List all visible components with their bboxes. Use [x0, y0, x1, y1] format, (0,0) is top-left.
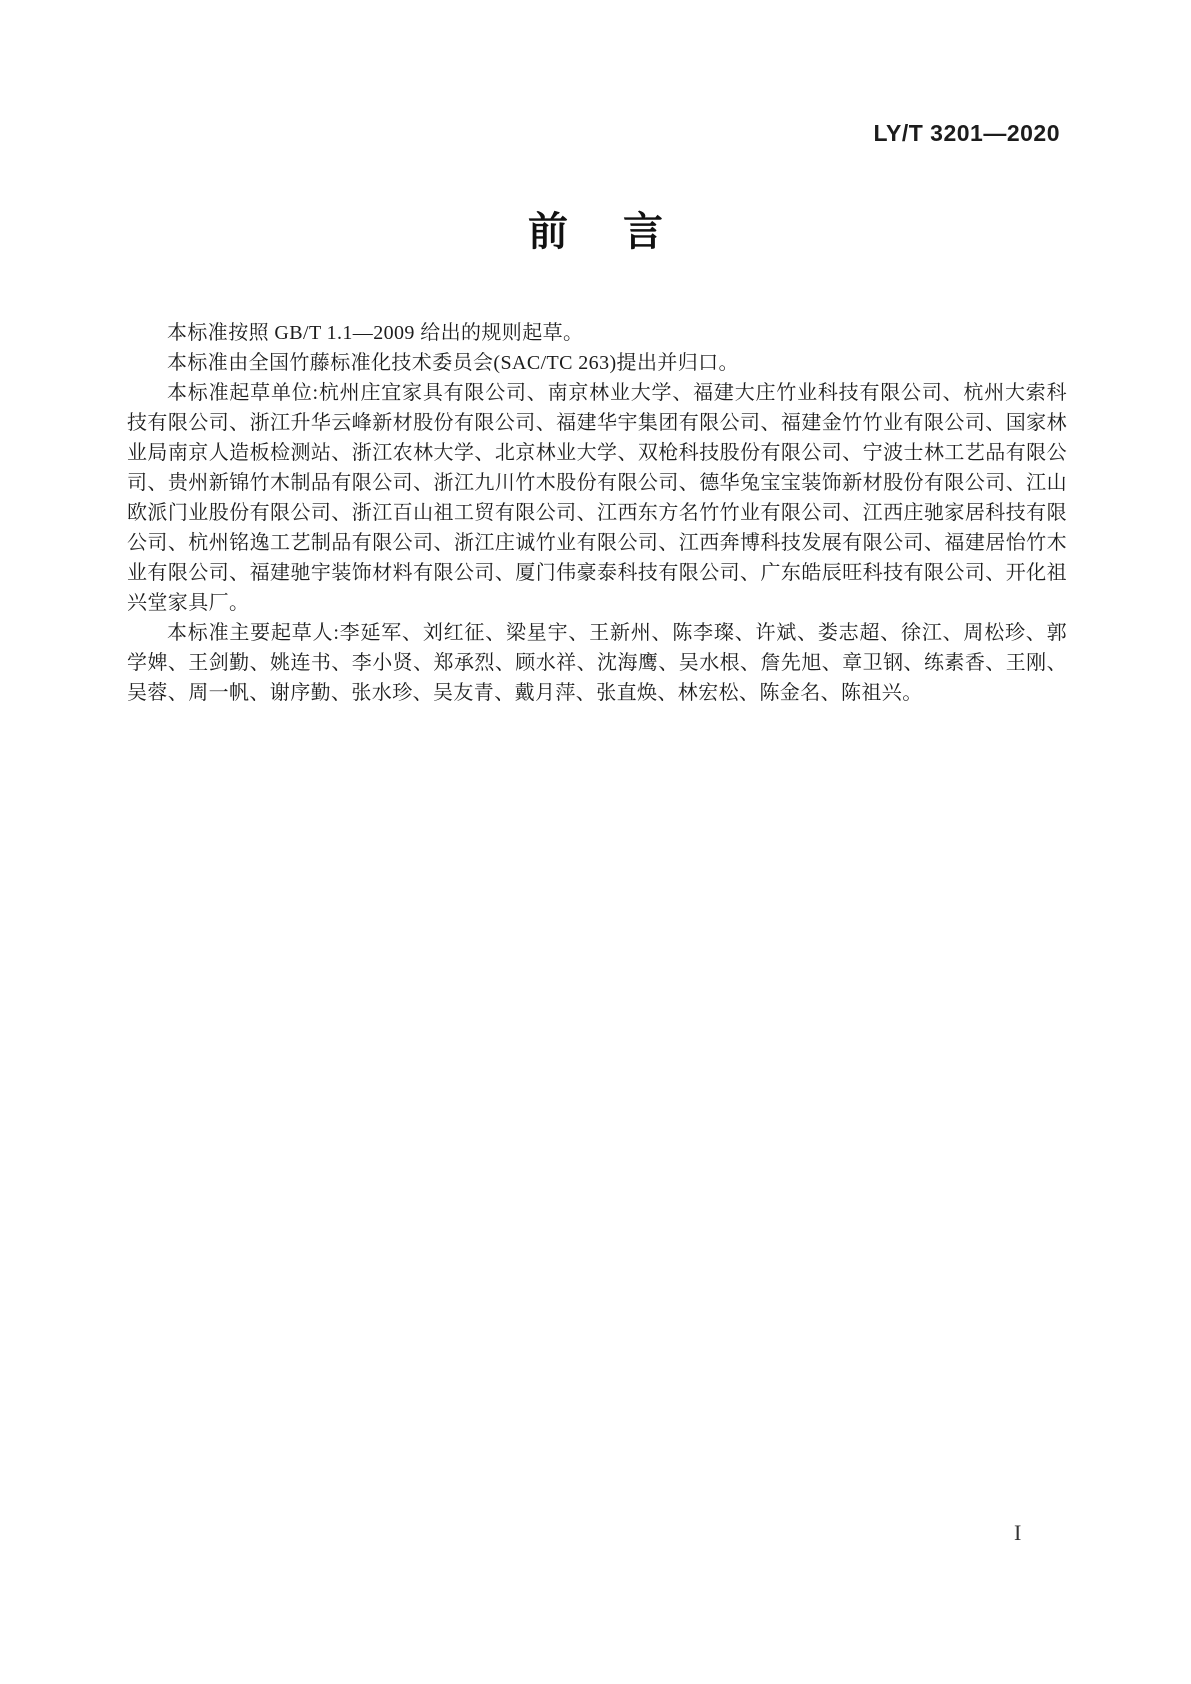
page-title — [0, 200, 1191, 257]
foreword-body — [127, 318, 1067, 708]
page-number: I — [1014, 1520, 1022, 1545]
paragraph-drafting-rules: 本标准按照 GB/T 1.1—2009 给出的规则起草。 — [167, 322, 584, 344]
page-title-char-2: 言 — [623, 210, 663, 254]
standard-code-header: LY/T 3201—2020 — [873, 120, 1060, 146]
page-title-char-1: 前 — [528, 210, 568, 254]
paragraph-drafting-organizations: 本标准起草单位:杭州庄宜家具有限公司、南京林业大学、福建大庄竹业科技有限公司、杭州大索科技有限公司、浙江升华云峰新材股份有限公司、福建华宇集团有限公司、福建金竹竹业有限公司、国家林业局南京人造板检测站、浙江农林大学、北京林业大学、双枪科技股份有限公司、宁波士林工艺品有限公司、贵州新锦竹木制品有限公司、浙江九川竹木股份有限公司、德华兔宝宝装饰新材股份有限公司、江山欧派门业股份有限公司、浙江百山祖工贸有限公司、江西东方名竹竹业有限公司、江西庄驰家居科技有限公司、杭州铭逸工艺制品有限公司、浙江庄诚竹业有限公司、江西奔博科技发展有限公司、福建居怡竹木业有限公司、福建驰宇装饰材料有限公司、厦门伟豪泰科技有限公司、广东皓辰旺科技有限公司、开化祖兴堂家具厂。 — [127, 382, 1067, 614]
paragraph-main-drafters: 本标准主要起草人:李延军、刘红征、梁星宇、王新州、陈李璨、许斌、娄志超、徐江、周松珍、郭学婢、王剑勤、姚连书、李小贤、郑承烈、顾水祥、沈海鹰、吴水根、詹先旭、章卫钢、练素香、王刚、吴蓉、周一帆、谢序勤、张水珍、吴友青、戴月萍、张直焕、林宏松、陈金名、陈祖兴。 — [127, 622, 1067, 704]
paragraph-proposing-committee: 本标准由全国竹藤标准化技术委员会(SAC/TC 263)提出并归口。 — [167, 352, 739, 374]
